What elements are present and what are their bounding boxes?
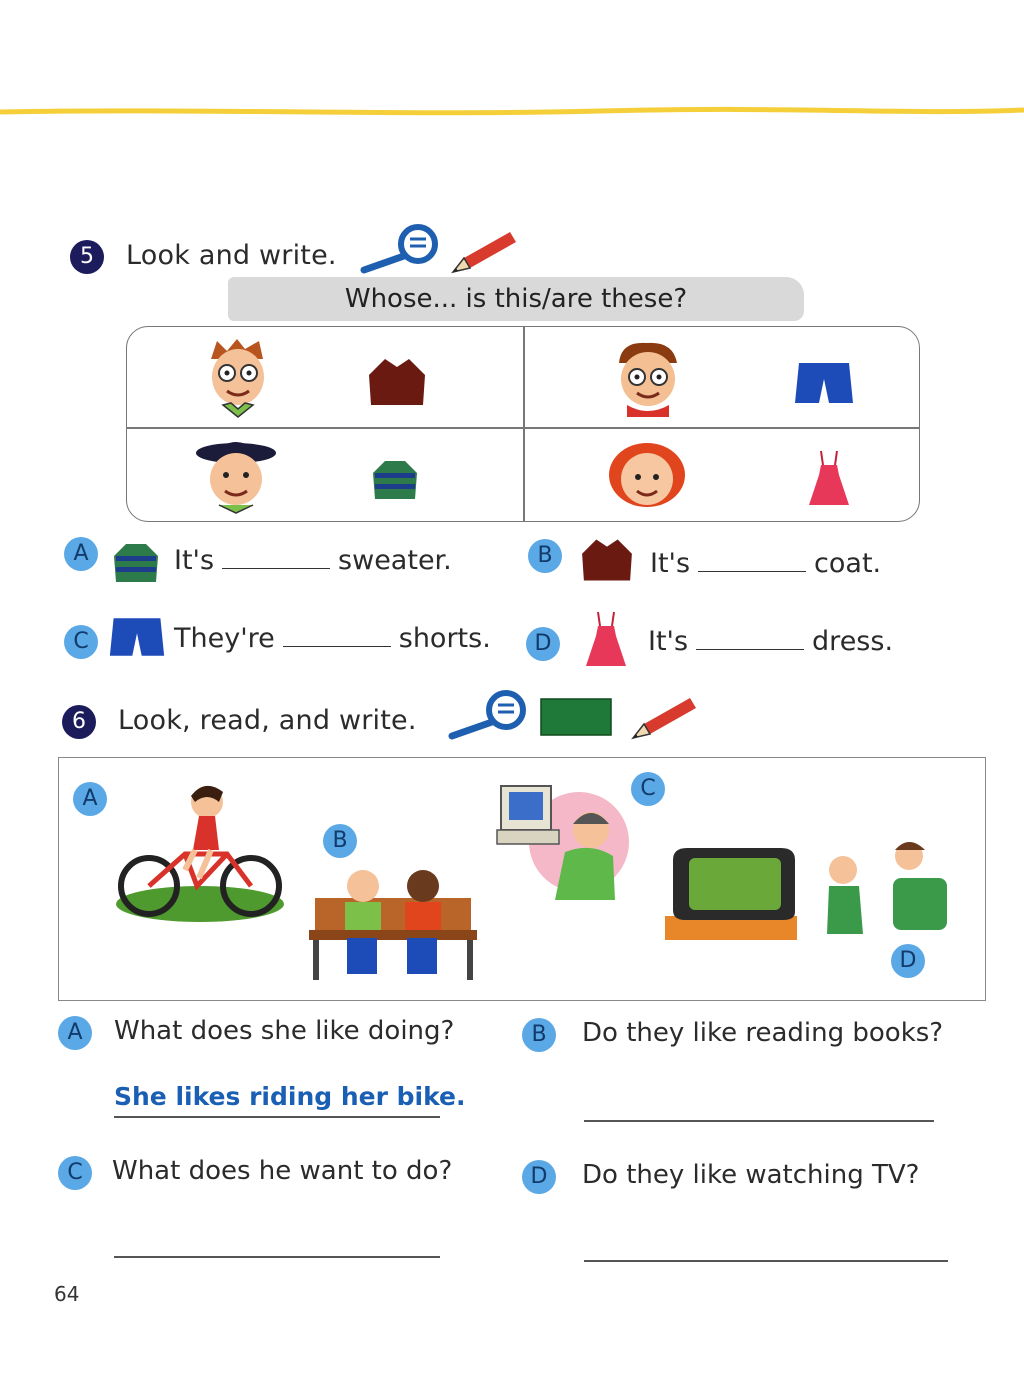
girl-riding-bike-illustration [115,774,285,924]
top-yellow-rule [0,104,1024,122]
item-a-before: It's [174,545,215,576]
item-c-after: shorts. [398,623,491,654]
section-6-number: 6 [62,705,96,739]
item-c-sentence [174,623,491,654]
item-d-blank[interactable] [696,629,804,650]
item-b-before: It's [650,548,691,579]
dress-icon [807,449,851,509]
question-d-text: Do they like watching TV? [582,1160,920,1190]
question-d-letter: D [522,1160,556,1194]
question-d-answer-line[interactable] [584,1260,948,1262]
page-number: 64 [54,1282,80,1306]
section-6-title: Look, read, and write. [118,705,417,736]
picture-b-label: B [323,824,357,858]
boy-at-computer-illustration [495,772,631,912]
question-c-letter: C [58,1156,92,1190]
item-a-after: sweater. [338,545,452,576]
sweater-icon [112,542,160,584]
whose-banner: Whose... is this/are these? [228,277,804,321]
magnifier-icon [360,224,442,274]
item-d-sentence [648,626,893,657]
shorts-icon [793,359,855,407]
item-a-sentence [174,545,452,576]
table-divider-horizontal [127,427,919,429]
section-5-number: 5 [70,240,104,274]
item-b-letter: B [528,539,562,573]
boy-glasses-icon [203,337,273,421]
item-c-blank[interactable] [283,626,391,647]
question-b-answer-line[interactable] [584,1120,934,1122]
girl-red-hair-icon [605,439,689,515]
question-c-text: What does he want to do? [112,1156,453,1186]
sweater-icon [371,459,419,501]
coat-icon [578,536,636,584]
magnifier-icon [448,690,530,740]
whose-picture-table [126,326,920,522]
question-a-answer: She likes riding her bike. [114,1082,466,1111]
picture-d-label: D [891,944,925,978]
shorts-icon [108,614,166,660]
children-watching-tv-illustration [663,830,953,946]
pencil-icon [630,694,700,740]
boy-glasses-red-shirt-icon [611,339,685,419]
item-a-letter: A [64,537,98,571]
question-c-answer-line[interactable] [114,1256,440,1258]
question-a-letter: A [58,1016,92,1050]
boys-reading-on-bench-illustration [295,862,491,986]
pencil-icon [450,228,520,274]
item-d-after: dress. [812,626,894,657]
activity-picture-box [58,757,986,1001]
question-a-answer-line[interactable] [114,1116,440,1118]
table-divider-vertical [523,327,525,521]
picture-a-label: A [73,782,107,816]
dress-icon [584,610,628,670]
question-b-text: Do they like reading books? [582,1018,944,1048]
boy-hat-icon [193,435,279,515]
item-b-blank[interactable] [698,551,806,572]
item-d-before: It's [648,626,689,657]
item-b-sentence [650,548,881,579]
item-b-after: coat. [814,548,882,579]
book-icon [540,698,612,736]
picture-c-label: C [631,772,665,806]
item-c-letter: C [64,625,98,659]
item-a-blank[interactable] [222,548,330,569]
coat-icon [365,355,429,409]
section-5-title: Look and write. [126,240,337,271]
question-b-letter: B [522,1018,556,1052]
item-c-before: They're [174,623,275,654]
question-a-text: What does she like doing? [114,1016,455,1046]
item-d-letter: D [526,627,560,661]
